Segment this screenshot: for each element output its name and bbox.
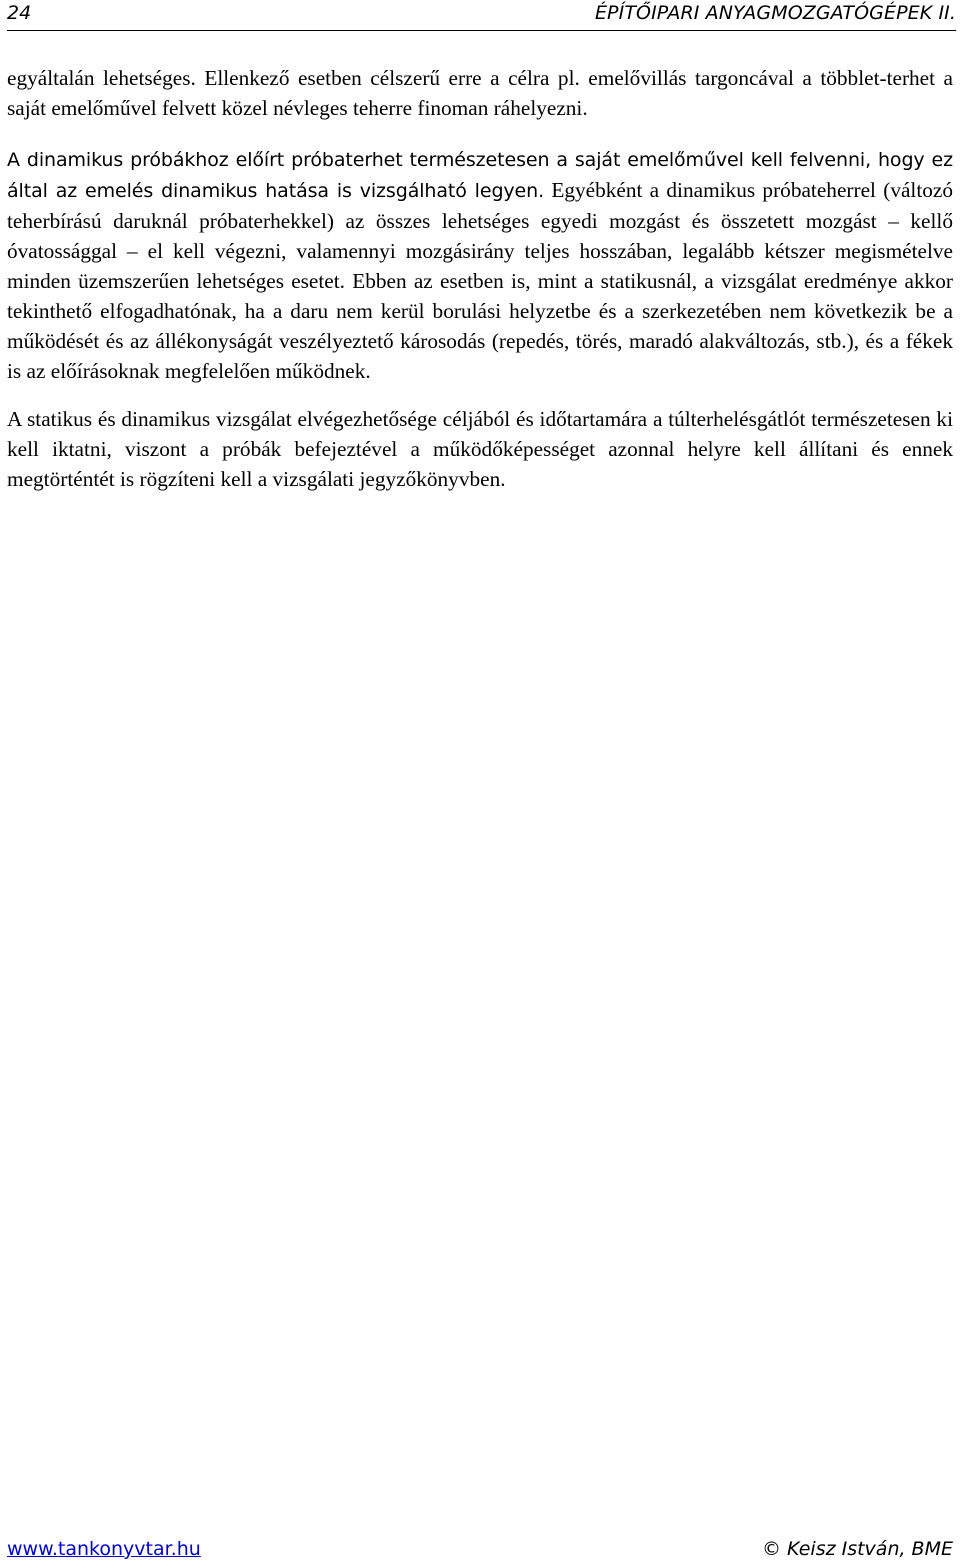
paragraph-2-sans-run: A dinamikus próbákhoz előírt próbaterhet természetesen a saját emelőművel kell felvenni, hogy ez által az emelés dinamikus hatása is vizsgálható legyen. (7, 149, 953, 202)
running-title: ÉPÍTŐIPARI ANYAGMOZGATÓGÉPEK II. (594, 2, 956, 24)
copyright-text: Keisz István, BME (786, 1538, 953, 1560)
paragraph-2 (7, 144, 953, 386)
page-footer (7, 1538, 953, 1564)
page-number: 24 (7, 2, 32, 24)
paragraph-2-rest: Egyébként a dinamikus próbateherrel (változó teherbírású daruknál próbaterhekkel) az összes lehetséges egyedi mozgást és összetett mozgást – kellő óvatossággal – el kell végezni, valamennyi mozgásirány teljes hosszában, legalább kétszer megismételve minden üzemszerűen lehetséges esetet. Ebben az esetben is, mint a statikusnál, a vizsgálat eredménye akkor tekinthető elfogadhatónak, ha a daru nem kerül borulási helyzetbe és a szerkezetében nem következik be a működését és az állékonyságát veszélyeztető károsodás (repedés, törés, maradó alakváltozás, stb.), és a fékek is az előírásoknak megfelelően működnek. (7, 178, 954, 383)
copyright-icon: © (761, 1538, 781, 1560)
body-text (7, 63, 953, 494)
paragraph-3: A statikus és dinamikus vizsgálat elvégezhetősége céljából és időtartamára a túlterhelésgátlót természetesen ki kell iktatni, viszont a próbák befejeztével a működőképességet azonnal helyre kell állítani és ennek megtörténtét is rögzíteni kell a vizsgálati jegyzőkönyvben. (7, 407, 953, 491)
website-link[interactable]: www.tankonyvtar.hu (7, 1538, 201, 1560)
page-header (7, 0, 956, 31)
paragraph-1: egyáltalán lehetséges. Ellenkező esetben célszerű erre a célra pl. emelővillás targoncával a többlet-terhet a saját emelőművel felvett közel névleges teherre finoman ráhelyezni. (7, 66, 953, 120)
copyright (762, 1538, 953, 1560)
